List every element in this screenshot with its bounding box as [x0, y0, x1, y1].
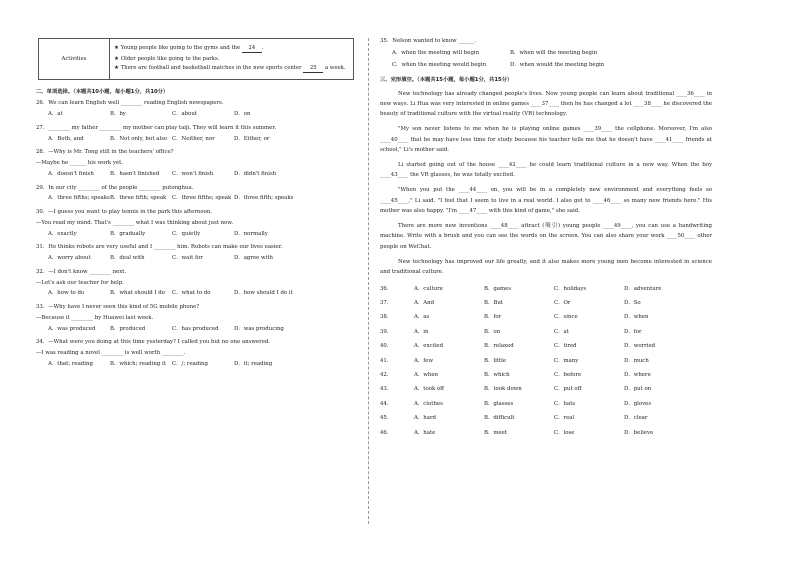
option: B．difficult — [484, 415, 515, 422]
question-text: 28．—Why is Mr. Tong still in the teachers' office? — [36, 149, 174, 156]
question-text: 30．—I guess you want to play tennis in the park this afternoon. — [36, 209, 213, 216]
option: D．adventure — [624, 285, 662, 292]
question-number: 42． — [380, 372, 393, 379]
option: A．when the meeting will begin — [392, 49, 480, 56]
single-choice-questions — [36, 100, 354, 367]
question-text: —You read my mind. That's ________ what I was thinking about just now. — [36, 219, 234, 226]
option: D．it; reading — [234, 360, 273, 367]
answer-row — [380, 354, 712, 368]
answer-row — [380, 339, 712, 353]
cloze-passage — [380, 89, 712, 277]
passage-paragraph: "When you put the ____44____ on, you will be in a completely new environment and everything feels so ____45____," Li said. "I feel that I seem to live in a real world. I also get to ____46____ so many new friends here." His mother was also happy. "I'm ____47____ with this kind of game," she said. — [380, 187, 712, 214]
option: C．since — [554, 314, 578, 321]
question-text: 27．________ my father ________ my mother can play taiji. They will learn it this summer. — [36, 124, 277, 131]
activity-line: ★ There are football and basketball matches in the new sports center 25 a week. — [114, 65, 346, 72]
question-number: 38． — [380, 314, 393, 321]
activity-line: ★ Young people like going to the gyms and the 24 . — [114, 45, 264, 51]
option: A．that; reading — [48, 360, 93, 367]
passage-paragraph: New technology has improved our life greatly, and it also makes more young men become interested in science and traditional culture. — [380, 258, 712, 275]
activities-label: Activities — [39, 39, 110, 80]
option: C．holidays — [554, 285, 587, 292]
passage-paragraph: New technology has already changed people's lives. Now young people can learn about traditional ____36____ in new ways. Li Hua was very interested in online games ____37____ then he has changed a lot ____38____ he discovered the beauty of traditional culture with the virtual reality (VR) technology. — [380, 90, 712, 118]
question-text: —Maybe he ______ his work yet. — [36, 160, 123, 167]
question-options — [48, 231, 354, 238]
right-column — [380, 38, 712, 440]
option: C．/; reading — [172, 360, 208, 367]
option: C．three fifths; speak — [172, 195, 232, 202]
answer-row — [380, 411, 712, 425]
option: D．believe — [624, 429, 654, 436]
option: C．when the meeting would begin — [392, 61, 487, 68]
option: A．clothes — [414, 400, 443, 407]
question-text: —I was reading a novel ________ is well worth ________. — [36, 350, 186, 357]
question-options — [48, 111, 354, 118]
option: A．as — [414, 314, 430, 321]
option: C．many — [554, 357, 579, 364]
question-number: 41． — [380, 357, 393, 364]
option: B．on — [484, 328, 501, 335]
option: B．glasses — [484, 400, 514, 407]
question-options — [48, 326, 354, 333]
question-options — [48, 136, 354, 143]
option: A．at — [48, 111, 63, 118]
question-number: 43． — [380, 386, 393, 393]
question-number: 37． — [380, 300, 393, 307]
option: D．agree with — [234, 255, 274, 262]
option: D．put on — [624, 386, 652, 393]
section-title-cloze: 三、完形填空。（本题共15小题，每小题1分，共15分） — [380, 77, 513, 84]
star-icon: ★ — [114, 45, 119, 51]
question-number: 40． — [380, 343, 393, 350]
option: C．Neither, nor — [172, 135, 215, 142]
option: D．when — [624, 314, 649, 321]
option: C．hats — [554, 400, 576, 407]
option: B．when will the meeting begin — [510, 49, 598, 56]
question-text: 29．In our city ________ of the people ________ putonghua. — [36, 184, 194, 191]
activity-line: ★ Older people like going to the parks. — [114, 55, 220, 62]
option: D．where — [624, 372, 651, 379]
option: A．hard — [414, 415, 436, 422]
option: C．Or — [554, 300, 571, 307]
option: A．how to do — [48, 290, 85, 297]
answer-row — [380, 311, 712, 325]
question-text: 31．He thinks robots are very useful and I ________ him. Robots can make our lives easier. — [36, 244, 283, 251]
option: D．how should I do it — [234, 290, 293, 297]
answer-row — [380, 368, 712, 382]
passage-paragraph: "My son never listens to me when he is playing online games ____39____ the cellphone. Moreover, I'm also ____40____ that he may have less time for study because his teacher tells me that he doesn't have ____41____ friends at school," Li's mother said. — [380, 126, 712, 153]
question-options — [48, 255, 354, 262]
cloze-answer-options — [380, 282, 712, 440]
question-number: 44． — [380, 400, 393, 407]
option: B．relaxed — [484, 343, 514, 350]
option: B．produced — [110, 325, 146, 332]
question-text: 34．—What were you doing at this time yesterday? I called you but no one answered. — [36, 339, 271, 346]
answer-row — [380, 397, 712, 411]
option: D．much — [624, 357, 649, 364]
option: D．normally — [234, 230, 268, 237]
option: D．So — [624, 300, 641, 307]
section-title-single-choice: 二、单项选择。（本题共10小题，每小题1分，共10分） — [36, 88, 169, 95]
option: C．real — [554, 415, 575, 422]
option: A．worry about — [48, 255, 91, 262]
option: C．wait for — [172, 255, 203, 262]
column-divider — [368, 38, 369, 524]
left-column — [36, 38, 354, 375]
option: B．But — [484, 300, 503, 307]
option: B．hasn't finished — [110, 170, 160, 177]
question-text: —Because it ________ by Huawei last week. — [36, 314, 154, 321]
question-35: 35．Nelson wanted to know ______. — [380, 38, 477, 44]
activities-content — [110, 39, 354, 80]
option: C．put off — [554, 386, 582, 393]
option: D．on — [234, 111, 251, 118]
option: C．won't finish — [172, 170, 214, 177]
option: B．took down — [484, 386, 522, 393]
option: C．what to do — [172, 290, 211, 297]
option: B．for — [484, 314, 502, 321]
question-text: 33．—Why have I never seen this kind of 5G mobile phone? — [36, 304, 200, 311]
blank-24: 24 — [242, 45, 262, 53]
question-35-options — [392, 50, 712, 69]
option: A．excited — [414, 343, 444, 350]
option: D．clear — [624, 415, 648, 422]
question-number: 45． — [380, 415, 393, 422]
question-text: 32．—I don't know ________ next. — [36, 268, 127, 275]
option: B．games — [484, 285, 512, 292]
option: A．in — [414, 328, 429, 335]
option: D．when would the meeting begin — [510, 61, 605, 68]
blank-25: 25 — [303, 65, 323, 73]
option: D．for — [624, 328, 642, 335]
question-options — [48, 361, 354, 368]
question-options — [48, 171, 354, 178]
option: A．when — [414, 372, 439, 379]
passage-paragraph: There are more new inventions ____48____ attract (吸引) young people ____49____, you can use a handwriting machine. Write with a brush and you can see the words on the screen. You can also share your work ____50____ other people on WeChat. — [380, 222, 712, 250]
question-number: 36． — [380, 285, 393, 292]
option: B．what should I do — [110, 290, 165, 297]
answer-row — [380, 383, 712, 397]
option: A．few — [414, 357, 434, 364]
option: B．gradually — [110, 230, 146, 237]
answer-row — [380, 426, 712, 440]
option: C．has produced — [172, 325, 219, 332]
answer-row — [380, 296, 712, 310]
option: B．meet — [484, 429, 508, 436]
question-text: 26．We can learn English well ________ reading English newspapers. — [36, 100, 224, 107]
option: B．which — [484, 372, 510, 379]
option: B．deal with — [110, 255, 145, 262]
option: A．took off — [414, 386, 444, 393]
answer-row — [380, 325, 712, 339]
answer-row — [380, 282, 712, 296]
option: C．quietly — [172, 230, 201, 237]
star-icon: ★ — [114, 55, 119, 62]
option: D．worried — [624, 343, 656, 350]
option: C．tired — [554, 343, 577, 350]
option: A．And — [414, 300, 435, 307]
option: A．Both, and — [48, 135, 84, 142]
option: B．by — [110, 111, 126, 118]
option: A．was produced — [48, 325, 96, 332]
option: B．which; reading it — [110, 360, 166, 367]
option: D．three fifth; speaks — [234, 195, 294, 202]
question-number: 39． — [380, 328, 393, 335]
option: D．Either, or — [234, 135, 270, 142]
option: C．at — [554, 328, 569, 335]
activities-table — [38, 38, 354, 80]
option: D．gloves — [624, 400, 652, 407]
option: A．doesn't finish — [48, 170, 94, 177]
option: D．was producing — [234, 325, 284, 332]
option: B．little — [484, 357, 507, 364]
question-text: —Let's ask our teacher for help. — [36, 279, 124, 286]
option: B．three fifth; speak — [110, 195, 167, 202]
option: A．exactly — [48, 230, 77, 237]
option: B．Not only, but also — [110, 135, 168, 142]
option: A．three fifths; speaks — [48, 195, 110, 202]
passage-paragraph: Li started going out of the house ____42____ he could learn traditional culture in a new way. When the boy ____43____ the VR glasses, he was totally excited. — [380, 162, 712, 179]
option: C．lose — [554, 429, 575, 436]
option: C．about — [172, 111, 198, 118]
question-options — [48, 290, 354, 297]
option: D．didn't finish — [234, 170, 277, 177]
option: C．before — [554, 372, 582, 379]
question-number: 46． — [380, 429, 393, 436]
star-icon: ★ — [114, 65, 119, 72]
option: A．hate — [414, 429, 436, 436]
question-options — [48, 195, 354, 202]
option: A．culture — [414, 285, 443, 292]
